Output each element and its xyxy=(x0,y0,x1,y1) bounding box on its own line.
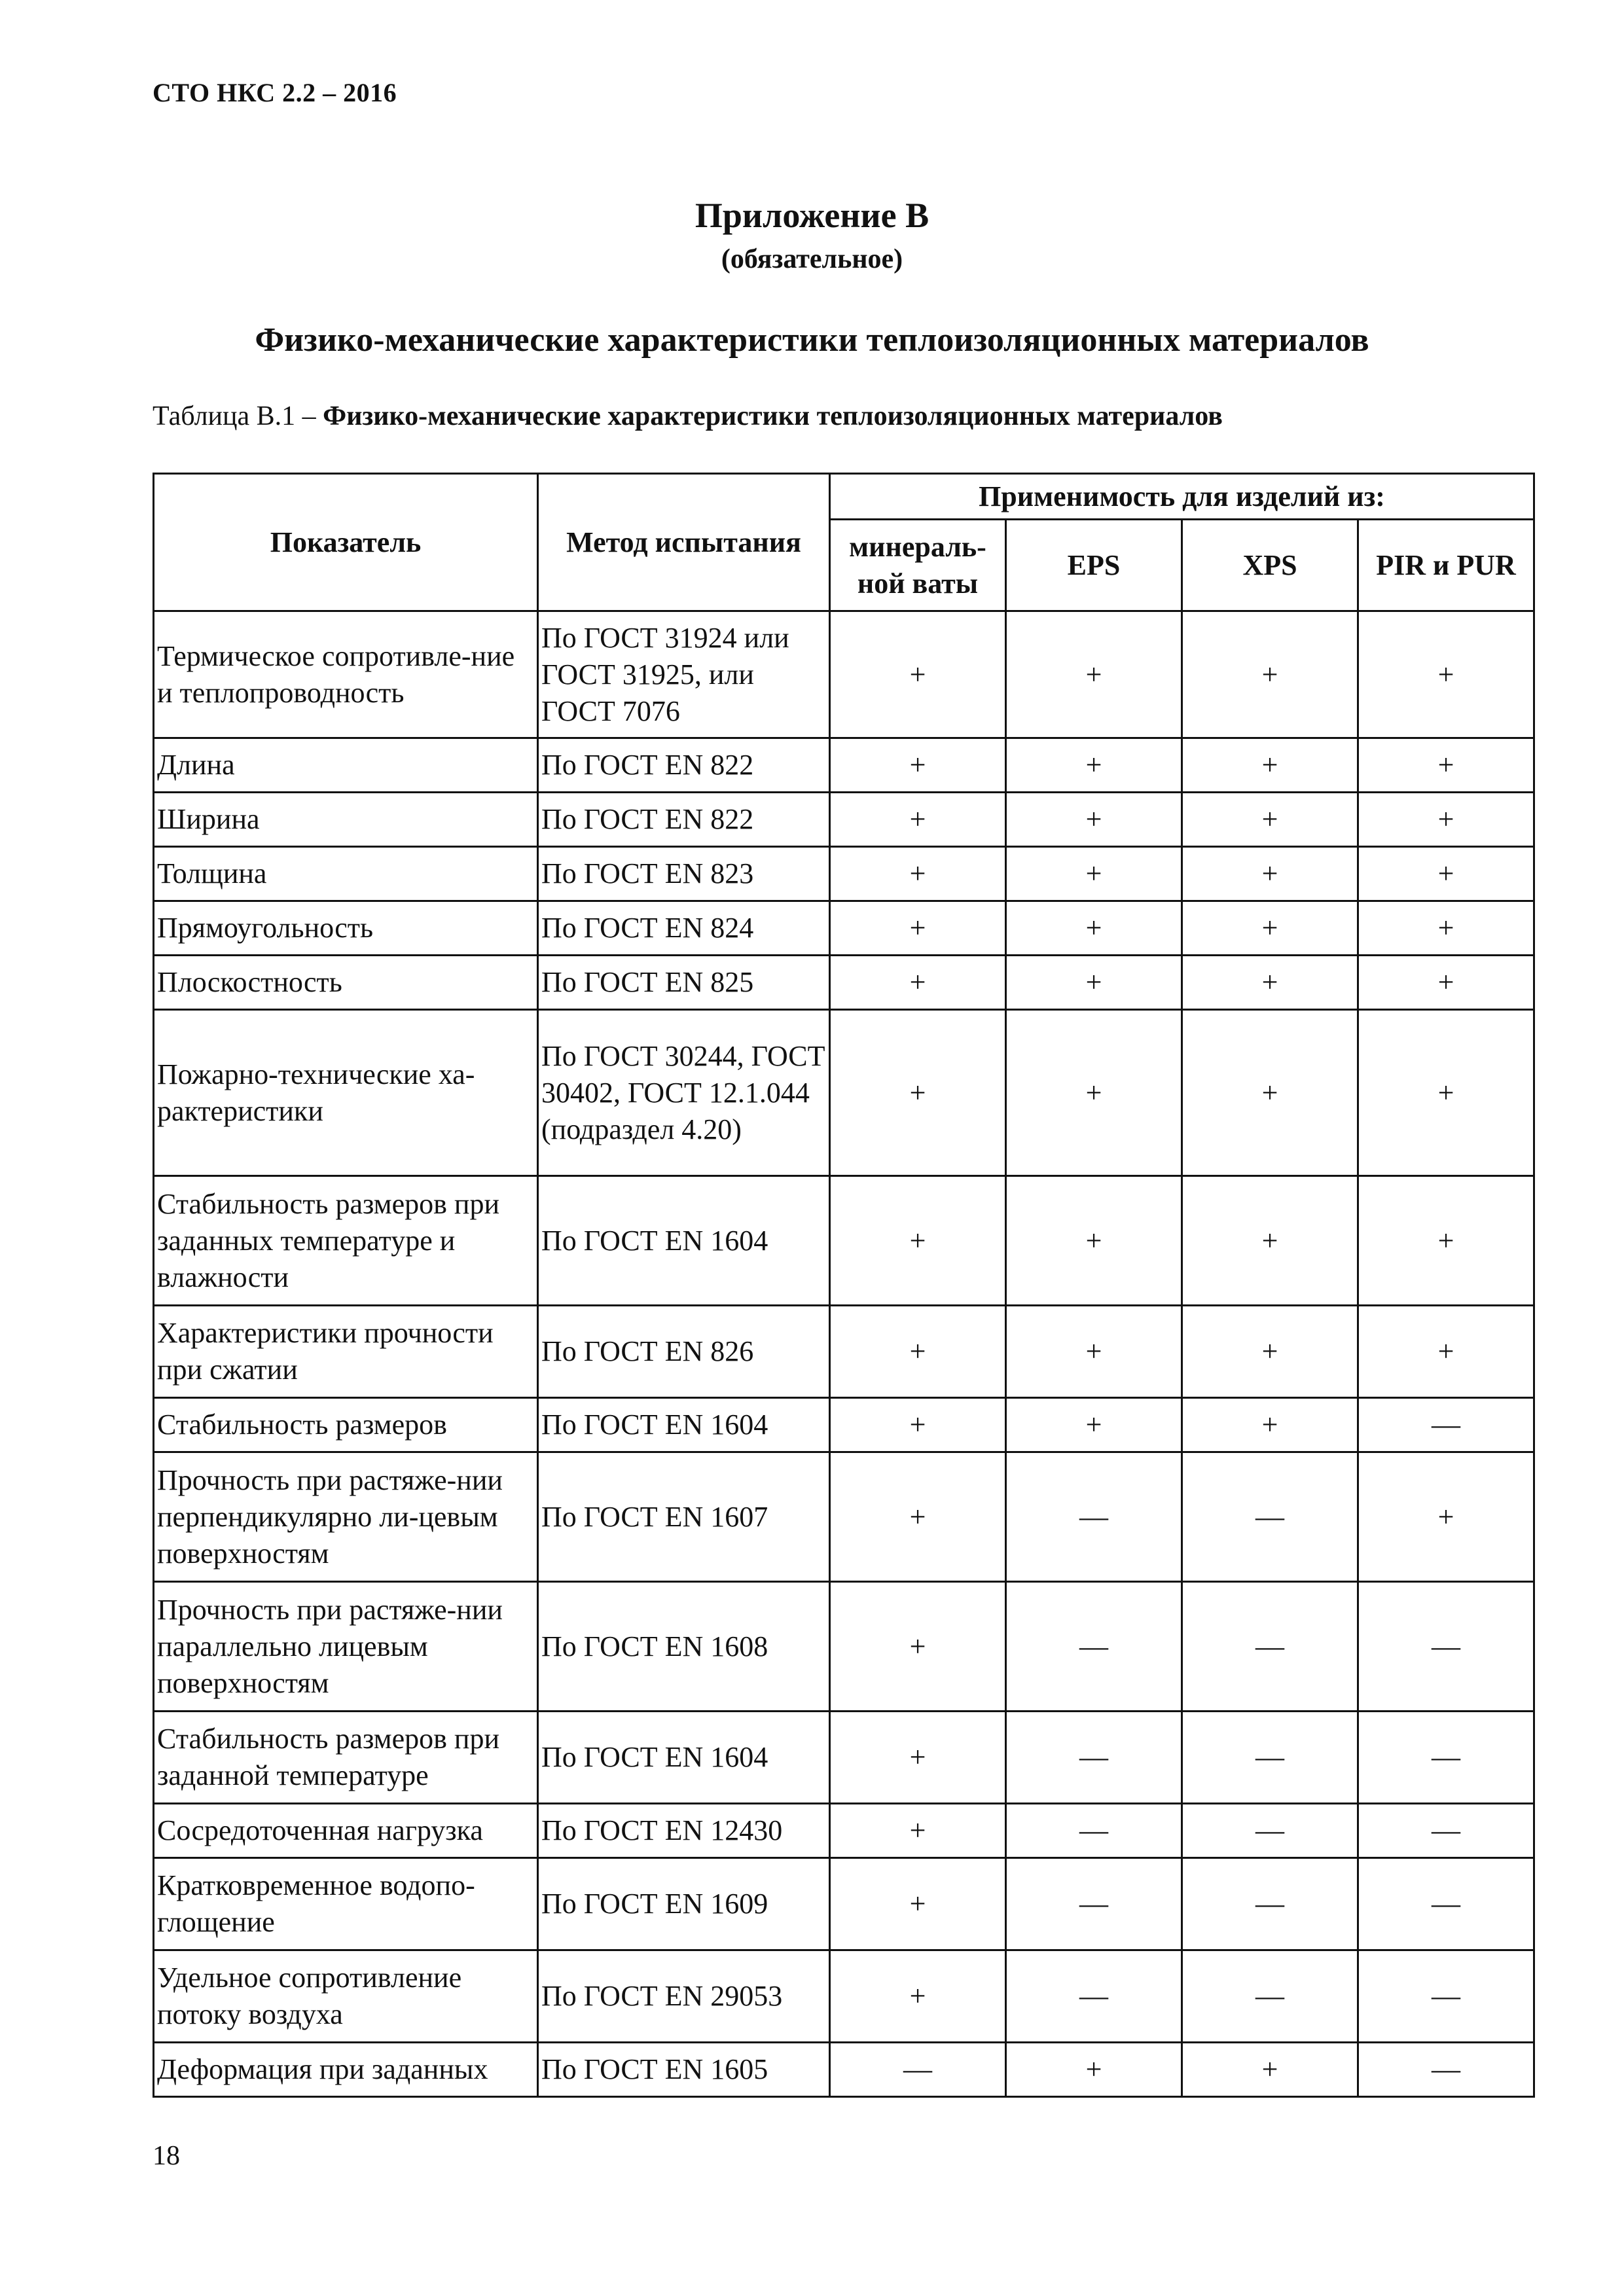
header-mineral-wool: минераль-ной ваты xyxy=(830,520,1006,611)
pir-pur-cell: — xyxy=(1358,1582,1534,1712)
mineral-wool-cell: + xyxy=(830,1712,1006,1804)
indicator-cell: Кратковременное водопо-глощение xyxy=(154,1858,538,1950)
indicator-cell: Деформация при заданных xyxy=(154,2043,538,2097)
indicator-cell: Сосредоточенная нагрузка xyxy=(154,1804,538,1858)
table-caption-title: Физико-механические характеристики теплоизоляционных материалов xyxy=(323,401,1223,431)
xps-cell: + xyxy=(1182,793,1358,847)
pir-pur-cell: + xyxy=(1358,956,1534,1010)
table-body xyxy=(154,611,1534,2097)
method-cell: По ГОСТ 30244, ГОСТ 30402, ГОСТ 12.1.044 (подраздел 4.20) xyxy=(538,1010,830,1176)
pir-pur-cell: — xyxy=(1358,2043,1534,2097)
indicator-cell: Прочность при растяже-нии параллельно лицевым поверхностям xyxy=(154,1582,538,1712)
indicator-cell: Стабильность размеров xyxy=(154,1398,538,1452)
indicator-cell: Прочность при растяже-нии перпендикулярно ли-цевым поверхностям xyxy=(154,1452,538,1582)
indicator-cell: Стабильность размеров при заданной температуре xyxy=(154,1712,538,1804)
header-xps: XPS xyxy=(1182,520,1358,611)
pir-pur-cell: + xyxy=(1358,1306,1534,1398)
table-row xyxy=(154,2043,1534,2097)
table-row xyxy=(154,1452,1534,1582)
method-cell: По ГОСТ EN 1609 xyxy=(538,1858,830,1950)
mineral-wool-cell: + xyxy=(830,738,1006,793)
pir-pur-cell: + xyxy=(1358,1010,1534,1176)
header-applicability: Применимость для изделий из: xyxy=(830,474,1534,520)
xps-cell: + xyxy=(1182,1398,1358,1452)
table-row xyxy=(154,1712,1534,1804)
table-row xyxy=(154,1804,1534,1858)
pir-pur-cell: + xyxy=(1358,901,1534,956)
method-cell: По ГОСТ EN 1604 xyxy=(538,1712,830,1804)
method-cell: По ГОСТ EN 826 xyxy=(538,1306,830,1398)
method-cell: По ГОСТ EN 29053 xyxy=(538,1950,830,2043)
mineral-wool-cell: — xyxy=(830,2043,1006,2097)
table-row xyxy=(154,1582,1534,1712)
mineral-wool-cell: + xyxy=(830,1010,1006,1176)
xps-cell: + xyxy=(1182,611,1358,738)
eps-cell: — xyxy=(1006,1582,1182,1712)
table-caption xyxy=(153,401,1223,432)
properties-table xyxy=(153,473,1535,2098)
method-cell: По ГОСТ EN 1604 xyxy=(538,1398,830,1452)
eps-cell: + xyxy=(1006,1176,1182,1306)
pir-pur-cell: — xyxy=(1358,1950,1534,2043)
pir-pur-cell: + xyxy=(1358,793,1534,847)
eps-cell: — xyxy=(1006,1452,1182,1582)
table-caption-prefix: Таблица В.1 – xyxy=(153,401,323,431)
eps-cell: + xyxy=(1006,956,1182,1010)
table-row xyxy=(154,1398,1534,1452)
mineral-wool-cell: + xyxy=(830,1306,1006,1398)
table-row xyxy=(154,1950,1534,2043)
table-row xyxy=(154,956,1534,1010)
mineral-wool-cell: + xyxy=(830,1804,1006,1858)
xps-cell: — xyxy=(1182,1712,1358,1804)
xps-cell: + xyxy=(1182,2043,1358,2097)
xps-cell: + xyxy=(1182,847,1358,901)
eps-cell: + xyxy=(1006,738,1182,793)
mineral-wool-cell: + xyxy=(830,901,1006,956)
xps-cell: + xyxy=(1182,1306,1358,1398)
mineral-wool-cell: + xyxy=(830,1452,1006,1582)
pir-pur-cell: + xyxy=(1358,847,1534,901)
method-cell: По ГОСТ EN 1605 xyxy=(538,2043,830,2097)
indicator-cell: Стабильность размеров при заданных температуре и влажности xyxy=(154,1176,538,1306)
mineral-wool-cell: + xyxy=(830,1950,1006,2043)
pir-pur-cell: — xyxy=(1358,1858,1534,1950)
mineral-wool-cell: + xyxy=(830,956,1006,1010)
mineral-wool-cell: + xyxy=(830,611,1006,738)
section-title: Физико-механические характеристики теплоизоляционных материалов xyxy=(255,321,1369,359)
appendix-title: Приложение В xyxy=(695,196,929,235)
indicator-cell: Пожарно-технические ха-рактеристики xyxy=(154,1010,538,1176)
table-row xyxy=(154,793,1534,847)
header-eps: EPS xyxy=(1006,520,1182,611)
indicator-cell: Характеристики прочности при сжатии xyxy=(154,1306,538,1398)
eps-cell: + xyxy=(1006,2043,1182,2097)
method-cell: По ГОСТ EN 1608 xyxy=(538,1582,830,1712)
xps-cell: + xyxy=(1182,956,1358,1010)
header-indicator: Показатель xyxy=(154,474,538,611)
indicator-cell: Длина xyxy=(154,738,538,793)
xps-cell: — xyxy=(1182,1950,1358,2043)
xps-cell: + xyxy=(1182,738,1358,793)
indicator-cell: Плоскостность xyxy=(154,956,538,1010)
eps-cell: + xyxy=(1006,847,1182,901)
method-cell: По ГОСТ EN 825 xyxy=(538,956,830,1010)
xps-cell: — xyxy=(1182,1452,1358,1582)
eps-cell: — xyxy=(1006,1950,1182,2043)
mineral-wool-cell: + xyxy=(830,847,1006,901)
table-row xyxy=(154,1858,1534,1950)
xps-cell: — xyxy=(1182,1582,1358,1712)
table-row xyxy=(154,1306,1534,1398)
eps-cell: + xyxy=(1006,901,1182,956)
table-row xyxy=(154,847,1534,901)
pir-pur-cell: — xyxy=(1358,1398,1534,1452)
eps-cell: + xyxy=(1006,793,1182,847)
method-cell: По ГОСТ EN 1604 xyxy=(538,1176,830,1306)
indicator-cell: Термическое сопротивле-ние и теплопроводность xyxy=(154,611,538,738)
pir-pur-cell: + xyxy=(1358,738,1534,793)
xps-cell: + xyxy=(1182,901,1358,956)
xps-cell: + xyxy=(1182,1176,1358,1306)
appendix-status: (обязательное) xyxy=(721,244,903,274)
method-cell: По ГОСТ EN 823 xyxy=(538,847,830,901)
method-cell: По ГОСТ EN 824 xyxy=(538,901,830,956)
method-cell: По ГОСТ EN 1607 xyxy=(538,1452,830,1582)
eps-cell: — xyxy=(1006,1804,1182,1858)
eps-cell: + xyxy=(1006,1398,1182,1452)
mineral-wool-cell: + xyxy=(830,1176,1006,1306)
indicator-cell: Прямоугольность xyxy=(154,901,538,956)
table-row xyxy=(154,1010,1534,1176)
method-cell: По ГОСТ EN 12430 xyxy=(538,1804,830,1858)
table-row xyxy=(154,1176,1534,1306)
eps-cell: — xyxy=(1006,1858,1182,1950)
table-row xyxy=(154,611,1534,738)
xps-cell: — xyxy=(1182,1804,1358,1858)
pir-pur-cell: — xyxy=(1358,1804,1534,1858)
indicator-cell: Удельное сопротивление потоку воздуха xyxy=(154,1950,538,2043)
table-row xyxy=(154,901,1534,956)
xps-cell: + xyxy=(1182,1010,1358,1176)
header-method: Метод испытания xyxy=(538,474,830,611)
method-cell: По ГОСТ EN 822 xyxy=(538,793,830,847)
header-pir-pur: PIR и PUR xyxy=(1358,520,1534,611)
xps-cell: — xyxy=(1182,1858,1358,1950)
indicator-cell: Ширина xyxy=(154,793,538,847)
pir-pur-cell: — xyxy=(1358,1712,1534,1804)
mineral-wool-cell: + xyxy=(830,1398,1006,1452)
pir-pur-cell: + xyxy=(1358,611,1534,738)
document-code: СТО НКС 2.2 – 2016 xyxy=(153,78,397,107)
page-number: 18 xyxy=(153,2141,180,2171)
mineral-wool-cell: + xyxy=(830,793,1006,847)
eps-cell: + xyxy=(1006,1306,1182,1398)
eps-cell: — xyxy=(1006,1712,1182,1804)
indicator-cell: Толщина xyxy=(154,847,538,901)
mineral-wool-cell: + xyxy=(830,1582,1006,1712)
pir-pur-cell: + xyxy=(1358,1176,1534,1306)
table-row xyxy=(154,738,1534,793)
mineral-wool-cell: + xyxy=(830,1858,1006,1950)
eps-cell: + xyxy=(1006,1010,1182,1176)
method-cell: По ГОСТ EN 822 xyxy=(538,738,830,793)
pir-pur-cell: + xyxy=(1358,1452,1534,1582)
table-header-row xyxy=(154,474,1534,520)
method-cell: По ГОСТ 31924 или ГОСТ 31925, или ГОСТ 7076 xyxy=(538,611,830,738)
eps-cell: + xyxy=(1006,611,1182,738)
